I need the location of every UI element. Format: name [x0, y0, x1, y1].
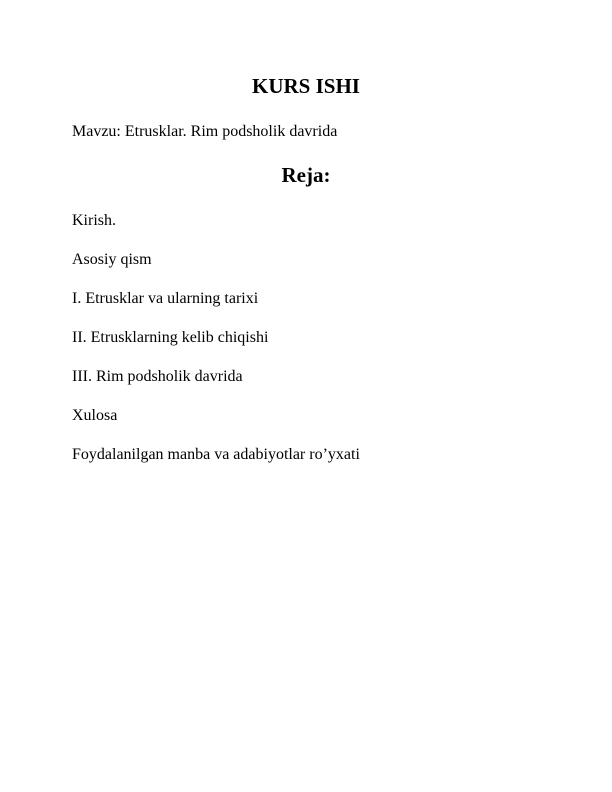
plan-item-chapter-2: II. Etrusklarning kelib chiqishi	[72, 329, 269, 346]
plan-heading: Reja:	[281, 163, 331, 187]
plan-item-references: Foydalanilgan manba va adabiyotlar ro’yxati	[72, 446, 360, 463]
plan-item-conclusion: Xulosa	[72, 407, 118, 424]
document-subject: Mavzu: Etrusklar. Rim podsholik davrida	[72, 123, 338, 140]
plan-item-introduction: Kirish.	[72, 212, 116, 229]
plan-item-chapter-3: III. Rim podsholik davrida	[72, 368, 243, 385]
document-title: KURS ISHI	[252, 74, 360, 98]
plan-item-chapter-1: I. Etrusklar va ularning tarixi	[72, 290, 259, 307]
plan-item-main-part: Asosiy qism	[72, 251, 152, 268]
